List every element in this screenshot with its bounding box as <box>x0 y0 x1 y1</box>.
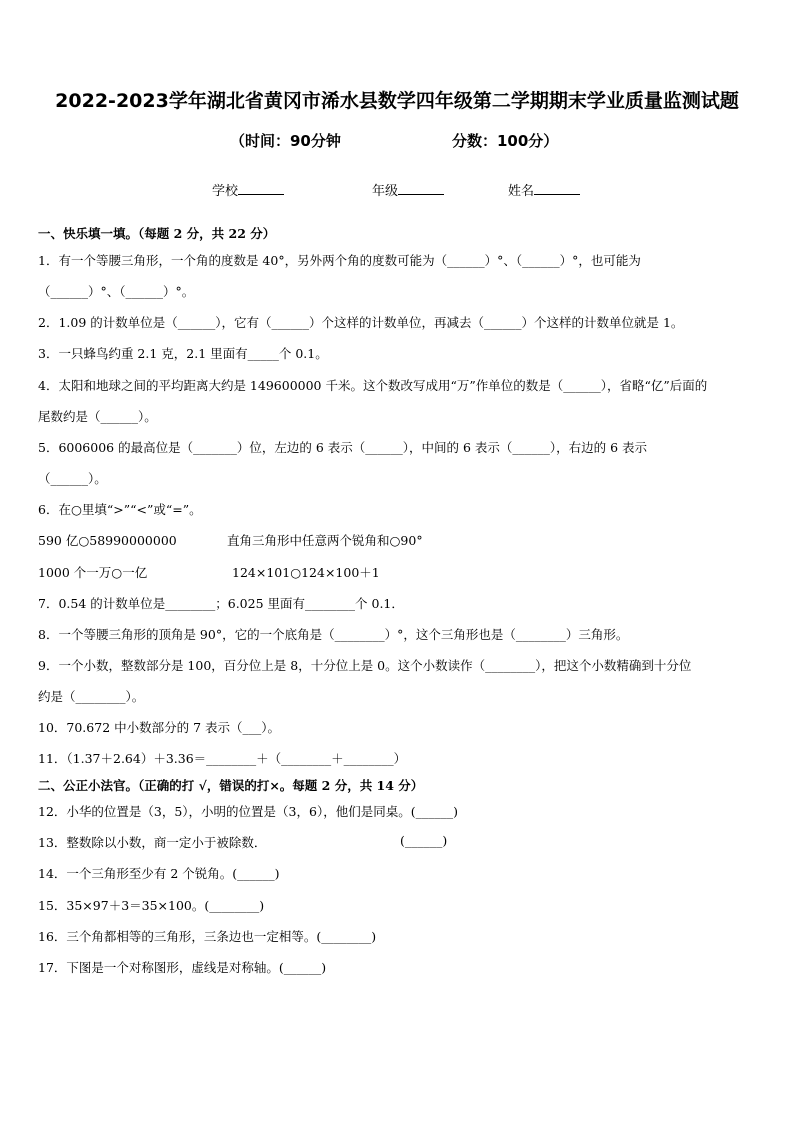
question-line: 13．整数除以小数，商一定小于被除数． <box>38 835 267 850</box>
q13-answer-blank: (______) <box>400 833 448 848</box>
grade-blank <box>398 182 444 195</box>
question-line: 3．一只蜂鸟约重 2.1 克，2.1 里面有_____个 0.1。 <box>38 346 328 361</box>
question-line: （______）°、（______）°。 <box>38 284 195 299</box>
exam-title: 2022-2023学年湖北省黄冈市浠水县数学四年级第二学期期末学业质量监测试题 <box>55 90 739 112</box>
grade-field <box>372 180 444 199</box>
question-line: （______）。 <box>38 471 107 486</box>
section1-title: 一、快乐填一填。（每题 2 分，共 22 分） <box>38 226 276 241</box>
question-line: 14．一个三角形至少有 2 个锐角。(______) <box>38 866 280 881</box>
school-label: 学校 <box>212 184 239 199</box>
name-field <box>508 180 580 199</box>
q6-row1-left: 590 亿○58990000000 <box>38 533 177 548</box>
question-line: 17．下图是一个对称图形，虚线是对称轴。(______) <box>38 960 327 975</box>
exam-score: 分数：100分） <box>452 132 559 150</box>
question-line: 1．有一个等腰三角形，一个角的度数是 40°，另外两个角的度数可能为（______）°、（______）°，也可能为 <box>38 253 641 268</box>
question-line: 尾数约是（______）。 <box>38 409 157 424</box>
exam-time: （时间：90分钟 <box>230 132 341 150</box>
school-field <box>212 180 284 199</box>
question-line: 16．三个角都相等的三角形，三条边也一定相等。(________) <box>38 929 377 944</box>
name-label: 姓名 <box>508 184 535 199</box>
question-line: 2．1.09 的计数单位是（______），它有（______）个这样的计数单位，再减去（______）个这样的计数单位就是 1。 <box>38 315 684 330</box>
name-blank <box>534 182 580 195</box>
question-line: 12．小华的位置是（3，5），小明的位置是（3，6），他们是同桌。(______) <box>38 804 458 819</box>
q6-row2-right: 124×101○124×100＋1 <box>232 565 380 580</box>
question-line: 10．70.672 中小数部分的 7 表示（___）。 <box>38 720 281 735</box>
q6-row1-right: 直角三角形中任意两个锐角和○90° <box>227 533 423 548</box>
grade-label: 年级 <box>372 184 399 199</box>
question-line: 4．太阳和地球之间的平均距离大约是 149600000 千米。这个数改写成用“万”作单位的数是（______），省略“亿”后面的 <box>38 378 708 393</box>
question-line: 7．0.54 的计数单位是________；6.025 里面有________个 0.1． <box>38 596 404 611</box>
school-blank <box>238 182 284 195</box>
q6-row2-left: 1000 个一万○一亿 <box>38 565 148 580</box>
question-line: 5．6006006 的最高位是（_______）位，左边的 6 表示（______），中间的 6 表示（______），右边的 6 表示 <box>38 440 648 455</box>
section2-title: 二、公正小法官。（正确的打 √，错误的打×。每题 2 分，共 14 分） <box>38 778 424 793</box>
question-line: 9．一个小数，整数部分是 100，百分位上是 8，十分位上是 0。这个小数读作（________），把这个小数精确到十分位 <box>38 658 692 673</box>
question-line: 11．（1.37＋2.64）＋3.36＝________＋（________＋________） <box>38 751 407 766</box>
question-line: 8．一个等腰三角形的顶角是 90°，它的一个底角是（________）°，这个三角形也是（________）三角形。 <box>38 627 629 642</box>
question-line: 6．在○里填“>”“<”或“=”。 <box>38 502 202 517</box>
question-line: 15．35×97＋3＝35×100。(________) <box>38 898 265 913</box>
question-line: 约是（________）。 <box>38 689 145 704</box>
